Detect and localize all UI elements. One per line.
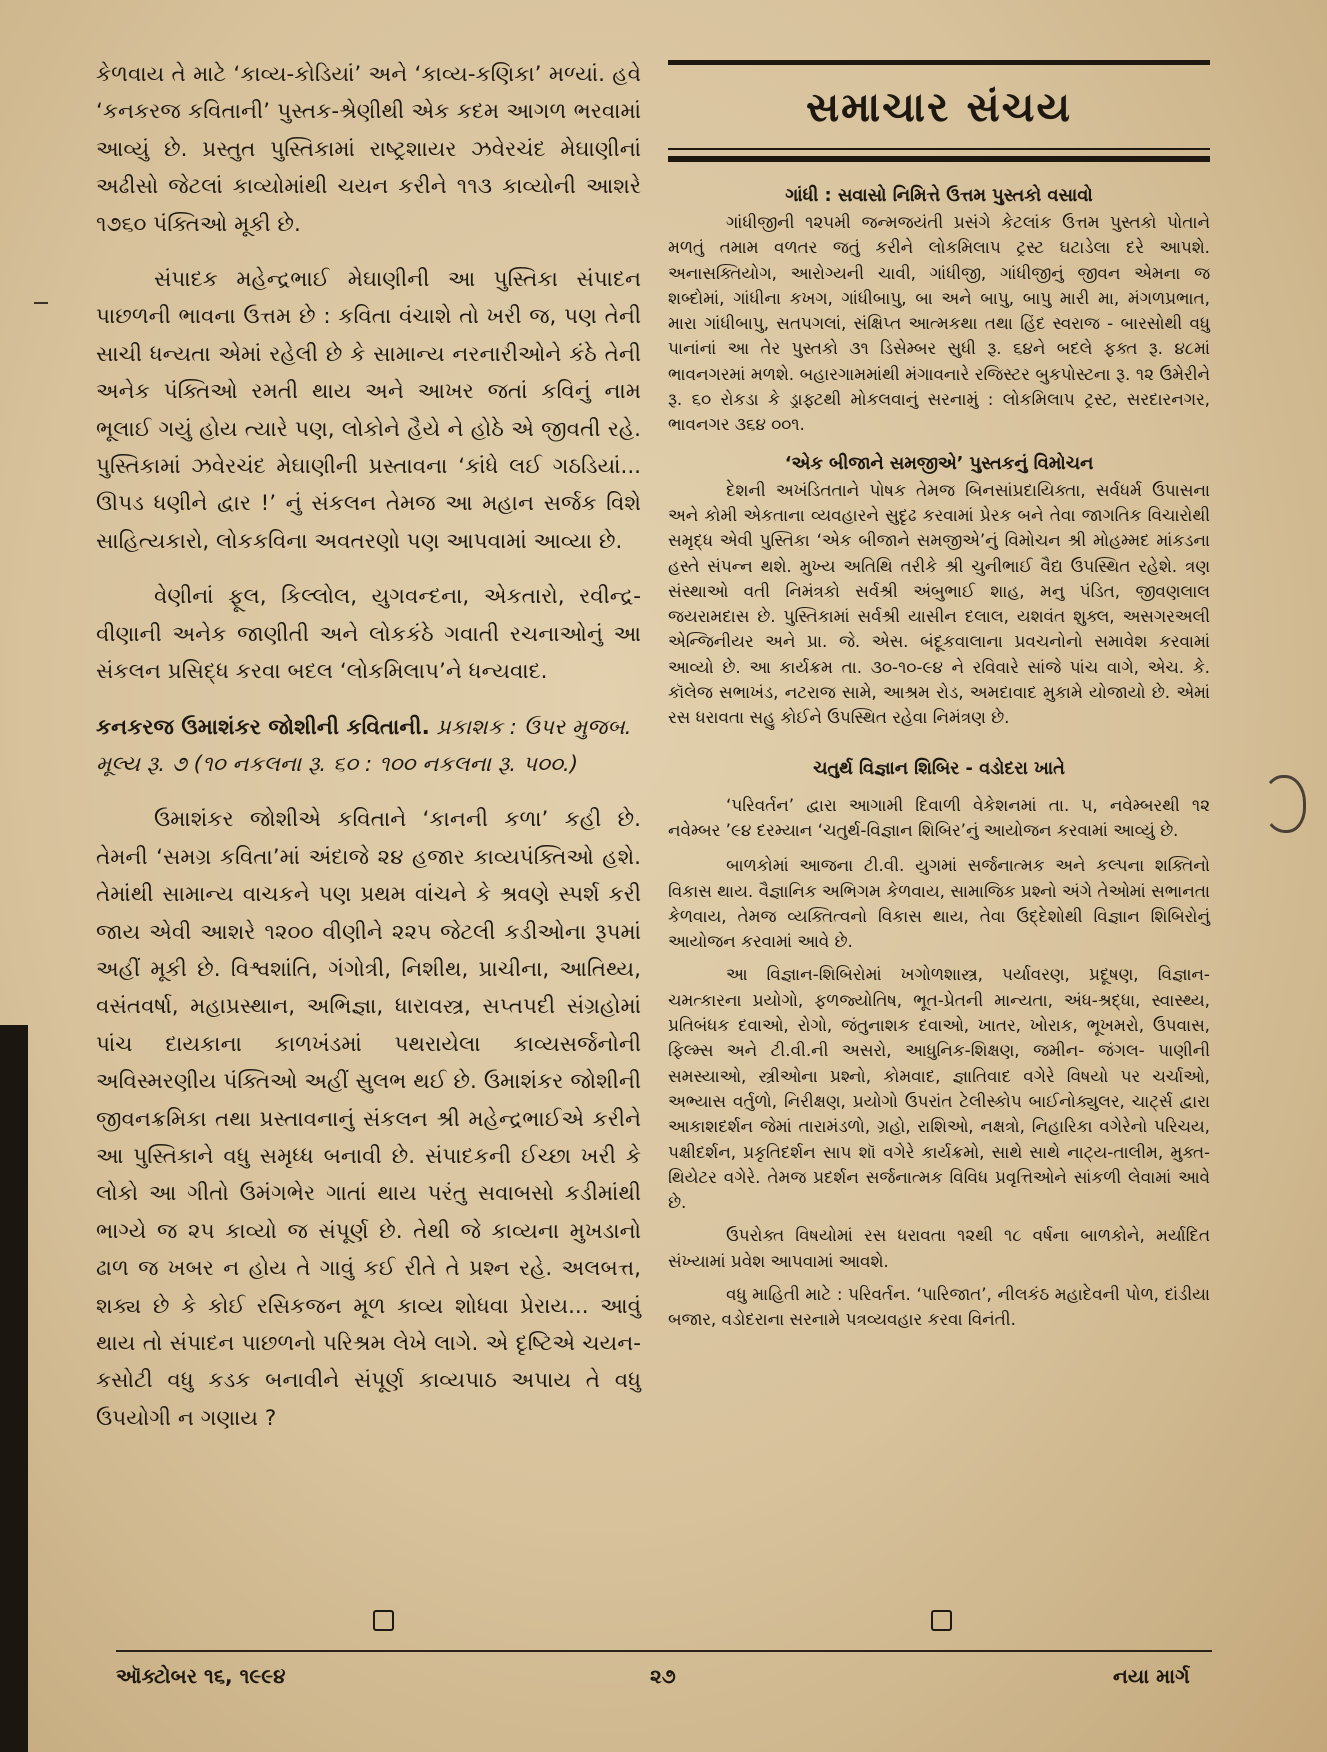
footer-date: ઑક્ટોબર ૧૬, ૧૯૯૪: [116, 1664, 286, 1688]
news-headline-2: ‘એક બીજાને સમજીએ’ પુસ્તકનું વિમોચન: [784, 452, 1094, 474]
scan-margin-shadow: [0, 1025, 28, 1752]
review-paragraph-1: કેળવાય તે માટે ‘કાવ્ય-કોડિયાં’ અને ‘કાવ્ય-કણિકા’ મળ્યાં. હવે ‘કનકરજ કવિતાની’ પુસ્તક-શ્રેણીથી એક કદમ આગળ ભરવામાં આવ્યું છે. પ્રસ્તુત પુસ્તિકામાં રાષ્ટ્રશાયર ઝવેરચંદ મેઘાણીનાં અઢીસો જેટલાં કાવ્યોમાંથી ચયન કરીને ૧૧૩ કાવ્યોની આશરે ૧૭૬૦ પંક્તિઓ મૂકી છે.: [96, 62, 641, 237]
section-masthead: [668, 60, 1210, 162]
news-3-paragraph-4: ઉપરોક્ત વિષયોમાં રસ ધરાવતા ૧૨થી ૧૮ વર્ષના બાળકોને, મર્યાદિત સંખ્યામાં પ્રવેશ આપવામાં આવશે.: [668, 1225, 1210, 1271]
review-paragraph-4: ઉમાશંકર જોશીએ કવિતાને ‘કાનની કળા’ કહી છે. તેમની ‘સમગ્ર કવિતા’માં અંદાજે ૨૪ હજાર કાવ્યપંક્તિઓ હશે. તેમાંથી સામાન્ય વાચકને પણ પ્રથમ વાંચને કે શ્રવણે સ્પર્શ કરી જાય એવી આશરે ૧૨૦૦ વીણીને ૨૨૫ જેટલી કડીઓના રૂપમાં અહીં મૂકી છે. વિશ્વશાંતિ, ગંગોત્રી, નિશીથ, પ્રાચીના, આતિથ્ય, વસંતવર્ષા, મહાપ્રસ્થાન, અભિજ્ઞા, ધારાવસ્ત્ર, સપ્તપદી સંગ્રહોમાં પાંચ દાયકાના કાળખંડમાં પથરાયેલા કાવ્યસર્જનોની અવિસ્મરણીય પંક્તિઓ અહીં સુલભ થઈ છે. ઉમાશંકર જોશીની જીવનક્રમિકા તથા પ્રસ્તાવનાનું સંકલન શ્રી મહેન્દ્રભાઈએ કરીને આ પુસ્તિકાને વધુ સમૃધ્ધ બનાવી છે. સંપાદકની ઈચ્છા ખરી કે લોકો આ ગીતો ઉમંગભેર ગાતાં થાય પરંતુ સવાબસો કડીમાંથી ભાગ્યે જ ૨૫ કાવ્યો જ સંપૂર્ણ છે. તેથી જે કાવ્યના મુખડાનો ઢાળ જ ખબર ન હોય તે ગાવું કઈ રીતે તે પ્રશ્ન રહે. અલબત્ત, શક્ય છે કે કોઈ રસિકજન મૂળ કાવ્ય શોધવા પ્રેરાય... આવું થાય તો સંપાદન પાછળનો પરિશ્રમ લેખે લાગે. એ દૃષ્ટિએ ચયન-કસોટી વધુ કડક બનાવીને સંપૂર્ણ કાવ્યપાઠ અપાય તે વધુ ઉપયોગી ન ગણાય ?: [96, 807, 641, 1431]
news-headline-1: ગાંધી : સવાસો નિમિત્તે ઉત્તમ પુસ્તકો વસાવો: [785, 185, 1093, 206]
news-1-paragraph: ગાંધીજીની ૧૨૫મી જન્મજયંતી પ્રસંગે કેટલાંક ઉત્તમ પુસ્તકો પોતાને મળતું તમામ વળતર જતું કરીને લોકમિલાપ ટ્રસ્ટ ઘટાડેલા દરે આપશે. અનાસક્તિયોગ, આરોગ્યની ચાવી, ગાંધીજી, ગાંધીજીનું જીવન એમના જ શબ્દોમાં, ગાંધીના કખગ, ગાંધીબાપુ, બા અને બાપુ, બાપુ મારી મા, મંગળપ્રભાત, મારા ગાંધીબાપુ, સતપગલાં, સંક્ષિપ્ત આત્મકથા તથા હિંદ સ્વરાજ - બારસોથી વધુ પાનાંનાં આ તેર પુસ્તકો ૩૧ ડિસેમ્બર સુધી રૂ. ૬૪ને બદલે ફક્ત રૂ. ૪૮માં ભાવનગરમાં મળશે. બહારગામમાંથી મંગાવનારે રજિસ્ટર બુકપોસ્ટના રૂ. ૧૨ ઉમેરીને રૂ. ૬૦ રોકડા કે ડ્રાફ્ટથી મોકલવાનું સરનામું : લોકમિલાપ ટ્રસ્ટ, સરદારનગર, ભાવનગર ૩૬૪ ૦૦૧.: [668, 212, 1210, 435]
review-paragraph-3: વેણીનાં ફૂલ, કિલ્લોલ, યુગવન્દના, એકતારો, રવીન્દ્ર-વીણાની અનેક જાણીતી અને લોકકંઠે ગવાતી રચનાઓનું આ સંકલન પ્રસિદ્ધ કરવા બદલ ‘લોકમિલાપ’ને ધન્યવાદ.: [96, 584, 641, 685]
news-3-paragraph-5: વધુ માહિતી માટે : પરિવર્તન. ‘પારિજાત’, નીલકંઠ મહાદેવની પોળ, દાંડીયા બજાર, વડોદરાના સરનામે પત્રવ્યવહાર કરવા વિનંતી.: [668, 1283, 1210, 1330]
news-3-paragraph-2: બાળકોમાં આજના ટી.વી. યુગમાં સર્જનાત્મક અને કલ્પના શક્તિનો વિકાસ થાય. વૈજ્ઞાનિક અભિગમ કેળવાય, સામાજિક પ્રશ્નો અંગે તેઓમાં સભાનતા કેળવાય, તેમજ વ્યક્તિત્વનો વિકાસ થાય, તેવા ઉદ્દેશોથી વિજ્ઞાન શિબિરોનું આયોજન કરવામાં આવે છે.: [668, 855, 1210, 952]
news-2-paragraph: દેશની અખંડિતતાને પોષક તેમજ બિનસાંપ્રદાયિક્તા, સર્વધર્મ ઉપાસના અને કોમી એકતાના વ્યવહારને સુદૃઢ કરવામાં પ્રેરક બને તેવા જાગતિક વિચારોથી સમૃદ્ધ એવી પુસ્તિકા ‘એક બીજાને સમજીએ’નું વિમોચન શ્રી મોહમ્મદ માંકડના હસ્તે સંપન્ન થશે. મુખ્ય અતિથિ તરીકે શ્રી ચુનીભાઈ વૈદ્ય ઉપસ્થિત રહેશે. ત્રણ સંસ્થાઓ વતી નિમંત્રકો સર્વશ્રી અંબુભાઈ શાહ, મનુ પંડિત, જીવણલાલ જયરામદાસ છે. પુસ્તિકામાં સર્વશ્રી યાસીન દલાલ, યશવંત શુક્લ, અસગરઅલી એન્જિનીયર અને પ્રા. જે. એસ. બંદૂકવાલાના પ્રવચનોનો સમાવેશ કરવામાં આવ્યો છે. આ કાર્યક્રમ તા. ૩૦-૧૦-૯૪ ને રવિવારે સાંજે પાંચ વાગે, એચ. કે. કૉલેજ સભાખંડ, નટરાજ સામે, આશ્રમ રોડ, અમદાવાદ મુકામે યોજાયો છે. એમાં રસ ધરાવતા સહુ કોઈને ઉપસ્થિત રહેવા નિમંત્રણ છે.: [668, 479, 1210, 728]
news-headline-3: ચતુર્થ વિજ્ઞાન શિબિર - વડોદરા ખાતે: [813, 757, 1065, 779]
margin-tick-mark: [34, 302, 48, 304]
footer-magazine-name: નયા માર્ગ: [1113, 1664, 1190, 1688]
footer-rule: [116, 1650, 1212, 1652]
left-column: [96, 56, 641, 1437]
news-3-paragraph-1: ‘પરિવર્તન’ દ્વારા આગામી દિવાળી વેકેશનમાં તા. ૫, નવેમ્બરથી ૧૨ નવેમ્બર ’૯૪ દરમ્યાન ‘ચતુર્થ-વિજ્ઞાન શિબિર’નું આયોજન કરવામાં આવ્યું છે.: [668, 794, 1210, 840]
section-title: સમાચાર સંચય: [805, 83, 1073, 131]
right-column: [668, 60, 1210, 1333]
book-credits-details: પ્રકાશક : ઉપર મુજબ. મૂલ્ય રૂ. ૭ (૧૦ નકલના રૂ. ૬૦ : ૧૦૦ નકલના રૂ. ૫૦૦.): [96, 714, 632, 777]
news-3-paragraph-3: આ વિજ્ઞાન-શિબિરોમાં ખગોળશાસ્ત્ર, પર્યાવરણ, પ્રદૂષણ, વિજ્ઞાન-ચમત્કારના પ્રયોગો, ફળજ્યોતિષ, ભૂત-પ્રેતની માન્યતા, અંધ-શ્રદ્ધા, સ્વાસ્થ્ય, પ્રતિબંધક દવાઓ, રોગો, જંતુનાશક દવાઓ, ખાતર, ખોરાક, ભૂખમરો, ઉપવાસ, ફિલ્મ્સ અને ટી.વી.ની અસરો, આધુનિક-શિક્ષણ, જમીન- જંગલ- પાણીની સમસ્યાઓ, સ્ત્રીઓના પ્રશ્નો, કોમવાદ, જ્ઞાતિવાદ વગેરે વિષયો પર ચર્ચાઓ, અભ્યાસ વર્તુળો, નિરીક્ષણ, પ્રયોગો ઉપરાંત ટેલીસ્કોપ બાઈનોક્યુલર, ચાર્ટ્સ દ્વારા આકાશદર્શન જેમાં તારામંડળો, ગ્રહો, રાશિઓ, નક્ષત્રો, નિહારિકા વગેરેનો પરિચય, પક્ષીદર્શન, પ્રકૃતિદર્શન સાપ શૉ વગેરે કાર્યક્રમો, સાથે સાથે નાટ્ય-તાલીમ, મુક્ત-થિયેટર વગેરે. તેમજ પ્રદર્શન સર્જનાત્મક વિવિધ પ્રવૃત્તિઓને સાંકળી લેવામાં આવે છે.: [668, 964, 1210, 1213]
left-end-mark: [373, 1610, 394, 1631]
book-credits-title: કનકરજ ઉમાશંકર જોશીની કવિતાની.: [96, 714, 430, 740]
right-end-mark: [931, 1610, 952, 1631]
footer-page-number: ૨૭: [650, 1664, 676, 1688]
binding-ring-mark: [1262, 775, 1306, 833]
masthead-double-rule: [668, 148, 1210, 161]
book-credits: [96, 709, 641, 784]
review-paragraph-2: સંપાદક મહેન્દ્રભાઈ મેઘાણીની આ પુસ્તિકા સંપાદન પાછળની ભાવના ઉત્તમ છે : કવિતા વંચાશે તો ખરી જ, પણ તેની સાચી ધન્યતા એમાં રહેલી છે કે સામાન્ય નરનારીઓને કંઠે તેની અનેક પંક્તિઓ રમતી થાય અને આખર જતાં કવિનું નામ ભૂલાઈ ગયું હોય ત્યારે પણ, લોકોને હૈયે ને હોઠે એ જીવતી રહે. પુસ્તિકામાં ઝવેરચંદ મેઘાણીની પ્રસ્તાવના ‘કાંધે લઈ ગઠડિયાં... ઊપડ ધણીને દ્વાર !’ નું સંકલન તેમજ આ મહાન સર્જક વિશે સાહિત્યકારો, લોકકવિના અવતરણો પણ આપવામાં આવ્યા છે.: [96, 267, 641, 554]
